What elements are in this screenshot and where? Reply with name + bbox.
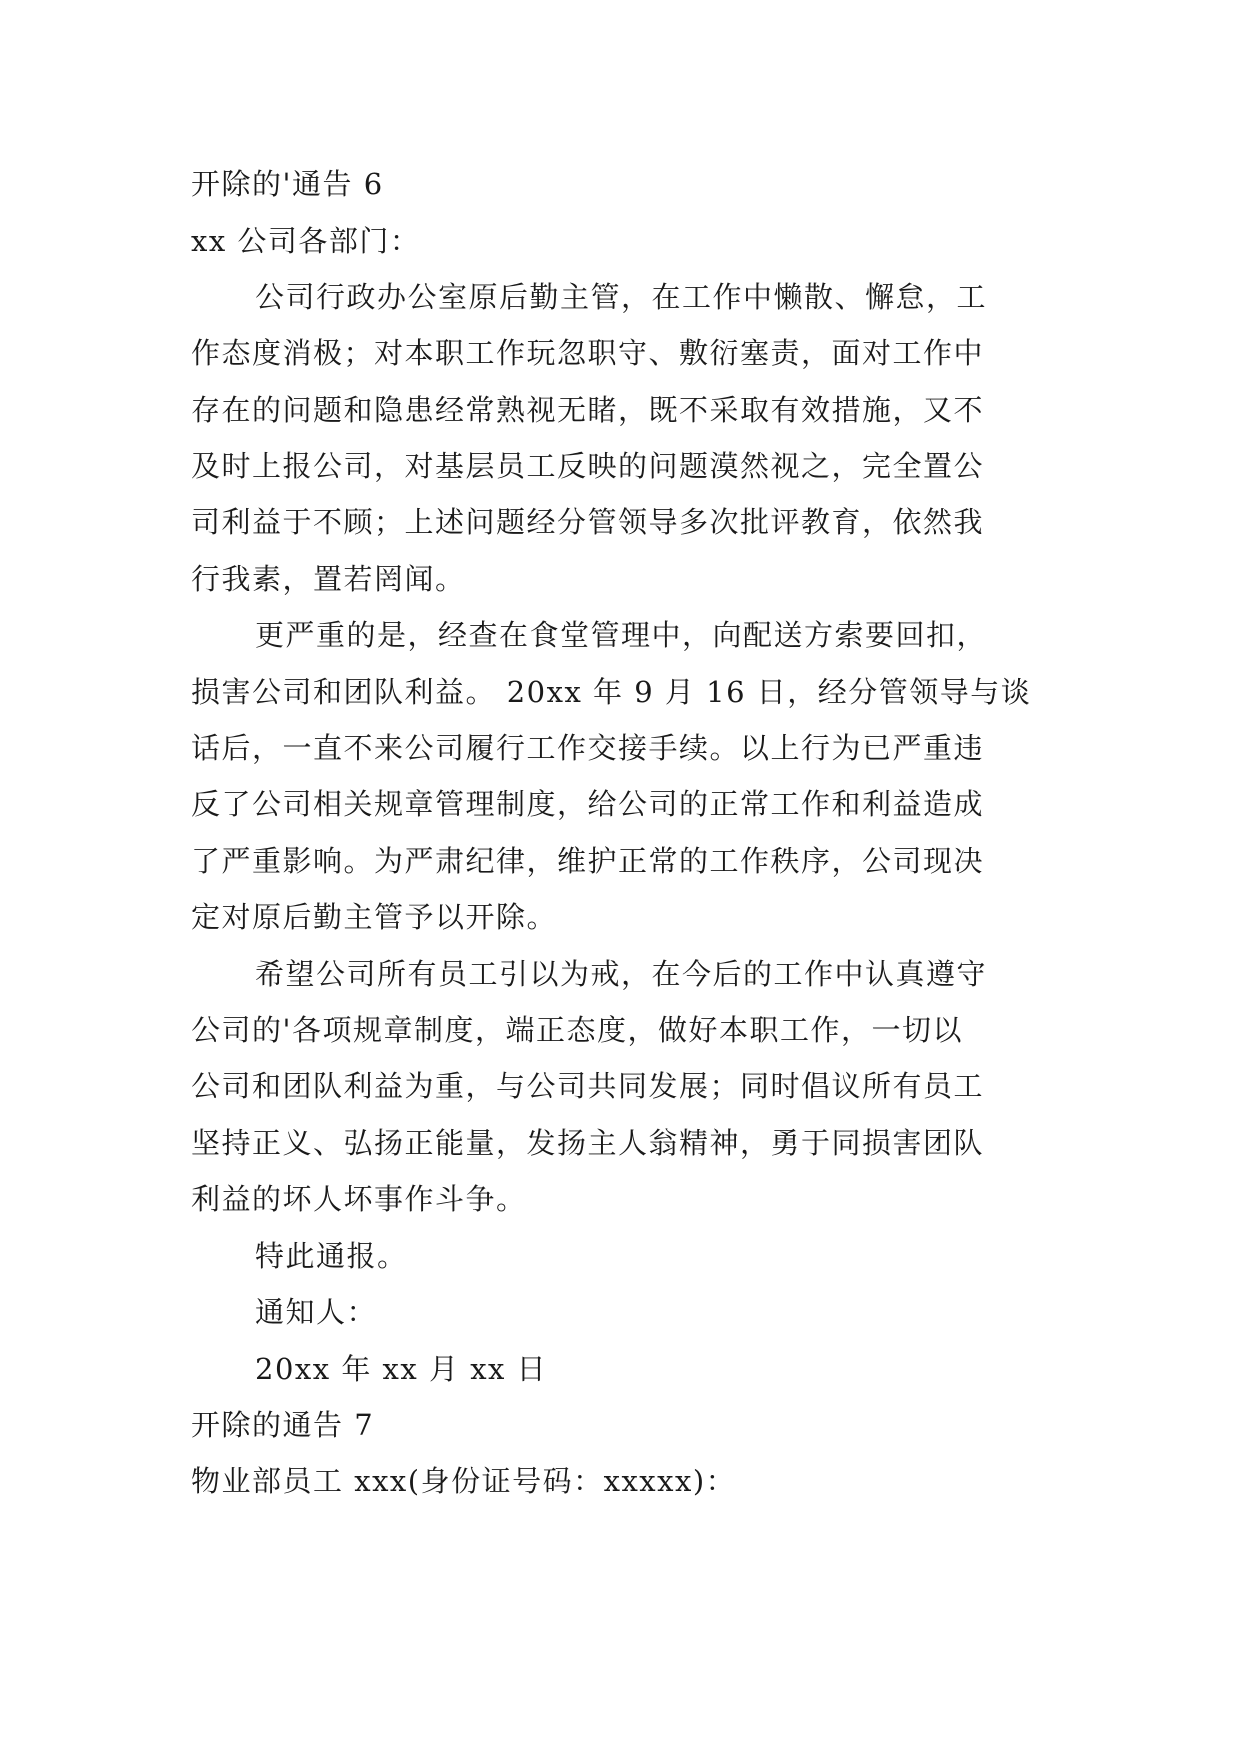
paragraph-line: 司利益于不顾；上述问题经分管领导多次批评教育，依然我 [191,505,985,539]
paragraph-line: 更严重的是，经查在食堂管理中，向配送方索要回扣， [255,618,988,652]
paragraph-line: 希望公司所有员工引以为戒，在今后的工作中认真遵守 [255,957,988,991]
paragraph-line: 反了公司相关规章管理制度，给公司的正常工作和利益造成 [191,787,985,821]
paragraph-line: 了严重影响。为严肃纪律，维护正常的工作秩序，公司现决 [191,844,985,878]
paragraph-line: 坚持正义、弘扬正能量，发扬主人翁精神，勇于同损害团队 [191,1126,985,1160]
paragraph-line: 公司行政办公室原后勤主管，在工作中懒散、懈怠，工 [255,280,988,314]
date-line: 20xx 年 xx 月 xx 日 [255,1352,548,1386]
notice-7-addressee: 物业部员工 xxx(身份证号码：xxxxx)： [191,1464,737,1498]
paragraph-line: 定对原后勤主管予以开除。 [191,900,558,934]
paragraph-line: 作态度消极；对本职工作玩忽职守、敷衍塞责，面对工作中 [191,336,985,370]
notice-6-addressee: xx 公司各部门： [191,224,421,258]
paragraph-line: 损害公司和团队利益。 20xx 年 9 月 16 日，经分管领导与谈 [191,675,1032,709]
notice-6-title: 开除的'通告 6 [191,167,384,201]
paragraph-line: 利益的坏人坏事作斗争。 [191,1182,527,1216]
paragraph-line: 及时上报公司，对基层员工反映的问题漠然视之，完全置公 [191,449,985,483]
notice-7-title: 开除的通告 7 [191,1408,375,1442]
paragraph-line: 公司的'各项规章制度，端正态度，做好本职工作，一切以 [191,1013,963,1047]
paragraph-line: 公司和团队利益为重，与公司共同发展；同时倡议所有员工 [191,1069,985,1103]
paragraph-line: 话后，一直不来公司履行工作交接手续。以上行为已严重违 [191,731,985,765]
notifier-line: 通知人： [255,1295,378,1329]
closing-line: 特此通报。 [255,1239,408,1273]
paragraph-line: 行我素，置若罔闻。 [191,562,466,596]
paragraph-line: 存在的问题和隐患经常熟视无睹，既不采取有效措施，又不 [191,393,985,427]
